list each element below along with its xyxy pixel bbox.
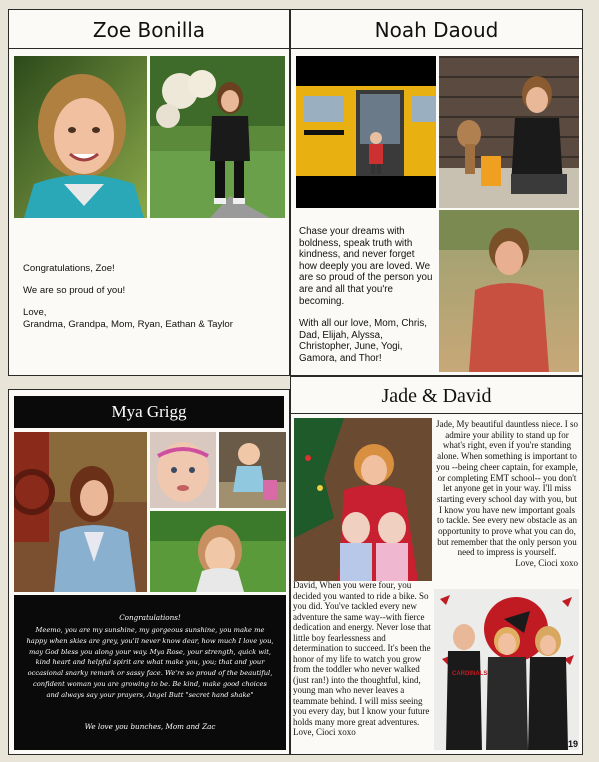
mya-message: Meemo, you are my sunshine, my gorgeous sunshine, you make me happy when skies are grey, you'll never know dear, how much I love you, may God bless you along your way. Mya Rose, your strength, quick wit, kind heart and helpful spirit are what make you, you; that and your occasional snarky remark or sassy face. We're so proud of the beautiful, confident woman you are growing to be. Be kind, make good choices and always say your prayers, Angel Butt "secret hand shake" bbox=[26, 626, 274, 699]
noah-panel bbox=[290, 9, 583, 376]
mya-photo-baby bbox=[150, 432, 216, 508]
jade-message-signoff: Love, Cioci xoxo bbox=[515, 558, 578, 569]
jade-david-panel bbox=[290, 376, 583, 755]
jade-david-photo-gym bbox=[434, 589, 579, 750]
sweatshirt-text: CARDINALS bbox=[452, 671, 488, 677]
zoe-message-line: We are so proud of you! bbox=[23, 285, 126, 297]
jade-david-name: Jade & David bbox=[381, 385, 492, 407]
zoe-message-line: Love, bbox=[23, 307, 47, 319]
page-number: 19 bbox=[567, 739, 578, 749]
david-message-body: David, When you were four, you decided you wanted to ride a bike. So you did. You've tackled every new adventure the same way--with fierce dedication and energy. Never lose that little boy fearlessness and determination to succeed. It's been the honor of my life to watch you grow from the toddler who never walked (just ran!) into the thoughtful, kind, young man who never leaves a teammate behind. I will miss seeing you every day, but I know your future holds many more great adventures. bbox=[293, 580, 431, 727]
mya-photo-toddler bbox=[219, 432, 286, 508]
zoe-message-line: Grandma, Grandpa, Mom, Ryan, Eathan & Taylor bbox=[23, 318, 233, 330]
zoe-photo-child bbox=[14, 56, 147, 218]
noah-message bbox=[299, 226, 433, 365]
noah-message-signoff: With all our love, Mom, Chris, Dad, Elijah, Alyssa, Christopher, June, Yogi, Gamora, and Thor! bbox=[299, 318, 427, 364]
zoe-message-line: Congratulations, Zoe! bbox=[23, 263, 115, 274]
david-message-signoff: Love, Cioci xoxo bbox=[293, 727, 356, 737]
mya-signoff: We love you bunches, Mom and Zac bbox=[84, 722, 216, 731]
divider bbox=[291, 413, 582, 414]
noah-photo-school-bus bbox=[296, 56, 436, 208]
mya-photo-teen bbox=[14, 432, 147, 592]
zoe-message bbox=[23, 263, 285, 330]
zoe-panel bbox=[8, 9, 290, 376]
zoe-photo-teen bbox=[150, 56, 285, 218]
jade-message bbox=[436, 419, 578, 569]
zoe-name: Zoe Bonilla bbox=[92, 18, 206, 42]
david-message bbox=[293, 580, 433, 738]
divider bbox=[9, 48, 289, 49]
mya-name: Mya Grigg bbox=[111, 402, 187, 421]
mya-title-bar bbox=[14, 396, 284, 428]
mya-panel bbox=[8, 389, 290, 755]
noah-message-body: Chase your dreams with boldness, speak truth with kindness, and never forget how deeply you are loved. We are so proud of the person you are and all that you're becoming. bbox=[299, 226, 433, 307]
jade-message-body: Jade, My beautiful dauntless niece. I so admire your ability to stand up for what's right, even if you're standing alone. When something is important to you --being cheer captain, for example, or completing EMT school-- you don't let anyone get in your way. I'll miss starting every school day with you, but I know you have new important goals to tackle. See every new obstacle as an opportunity to prove what you can do, but remember that the only person you need to impress is yourself. bbox=[436, 419, 578, 558]
noah-photo-deer bbox=[439, 56, 579, 208]
noah-photo-portrait bbox=[439, 210, 579, 372]
noah-name: Noah Daoud bbox=[374, 18, 499, 42]
jade-david-photo-christmas bbox=[294, 418, 432, 581]
mya-photo-child bbox=[150, 511, 286, 592]
mya-message-box bbox=[14, 595, 286, 750]
mya-greeting: Congratulations! bbox=[119, 613, 181, 622]
divider bbox=[291, 48, 582, 49]
